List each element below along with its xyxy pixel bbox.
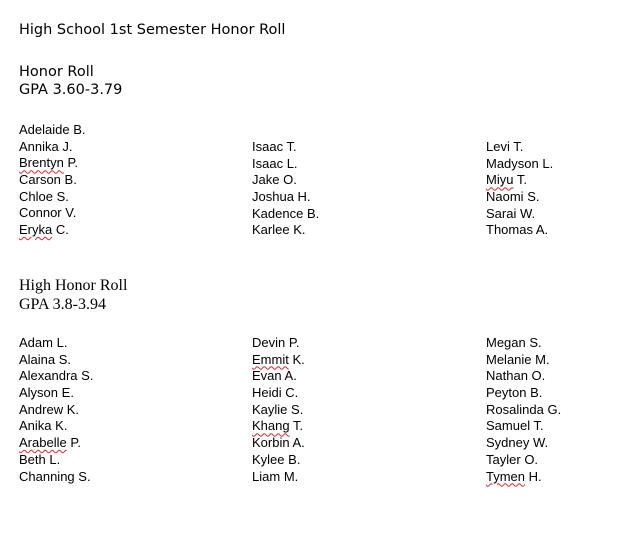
student-name [486,206,631,223]
high-honor-roll-heading: High Honor Roll [19,277,128,294]
student-name [252,418,452,435]
student-last-initial: O. [531,368,546,384]
student-last-initial: T. [516,172,527,188]
student-first-name: Isaac [252,139,284,154]
student-name [252,402,452,419]
student-name [252,206,452,223]
student-last-initial: W. [533,435,549,451]
student-name [486,452,631,469]
student-first-name: Tymen [486,468,526,484]
student-last-initial: G. [547,401,562,417]
student-name [19,435,219,452]
student-name [486,156,631,173]
student-first-name: Karlee [252,222,290,238]
student-name [19,418,219,435]
student-name [252,172,452,189]
student-first-name: Adam [19,335,53,350]
student-first-name: Anika [19,418,52,434]
student-last-initial: H. [528,468,542,484]
student-last-initial: B. [64,172,77,188]
student-first-name: Alaina [19,351,56,367]
student-first-name: Beth [19,451,46,467]
student-last-initial: S. [291,401,304,417]
student-name [486,418,631,435]
student-first-name: Korbin [252,435,290,451]
student-first-name: Melanie [486,351,532,367]
student-name [19,352,219,369]
student-name [486,435,631,452]
student-name [19,368,219,385]
student-name [486,469,631,486]
honor-roll-column-1 [19,122,219,239]
student-name [19,155,219,172]
student-last-initial: L. [56,335,68,350]
student-last-initial: K. [293,222,306,238]
student-last-initial: P. [288,335,300,350]
student-last-initial: W. [519,205,536,221]
student-last-initial: L. [49,451,61,467]
student-name [19,122,219,139]
student-first-name: Madyson [486,155,539,171]
student-name [19,402,219,419]
student-last-initial: K. [292,351,305,367]
student-first-name: Tayler [486,451,521,467]
student-first-name: Devin [252,335,286,350]
student-last-initial: B. [306,205,320,221]
student-first-name: Emmit [252,351,289,367]
student-first-name: Miyu [486,172,514,188]
student-last-initial: S. [56,188,69,204]
student-name [19,335,219,352]
student-last-initial: P. [70,435,81,451]
student-name [19,205,219,222]
honor-roll-column-2 [252,139,452,239]
student-first-name: Samuel [486,418,531,434]
student-first-name: Nathan [486,368,528,384]
student-first-name: Heidi [252,385,282,401]
student-name [19,189,219,206]
student-name [486,189,631,206]
student-last-initial: C. [285,385,299,401]
student-first-name: Sydney [486,435,530,451]
student-first-name: Alexandra [19,368,78,384]
student-last-initial: P. [67,155,79,171]
student-name [486,368,631,385]
student-name [252,385,452,402]
student-first-name: Kadence [252,205,304,221]
student-first-name: Liam [252,468,281,484]
student-name [252,156,452,173]
student-first-name: Jake [252,172,280,188]
student-name [486,352,631,369]
student-first-name: Thomas [486,222,533,238]
student-name [19,452,219,469]
student-last-initial: A. [292,435,305,451]
student-name [486,335,631,352]
student-name [486,402,631,419]
student-first-name: Andrew [19,401,64,417]
student-last-initial: S. [78,468,91,484]
student-last-initial: M. [283,468,299,484]
student-name [252,222,452,239]
student-name [19,172,219,189]
student-last-initial: T. [286,139,297,154]
student-first-name: Arabelle [19,435,67,451]
student-last-initial: B. [530,385,543,401]
student-first-name: Evan [252,368,282,384]
student-first-name: Megan [486,335,526,350]
student-last-initial: T. [292,418,304,434]
student-first-name: Alyson [19,385,59,401]
student-first-name: Carson [19,172,61,188]
student-name [486,139,631,156]
student-first-name: Eryka [19,222,53,238]
student-last-initial: O. [283,172,297,188]
student-last-initial: E. [61,385,74,401]
student-name [19,222,219,239]
student-last-initial: V. [65,205,77,221]
student-name [252,335,452,352]
student-first-name: Naomi [486,189,524,205]
student-first-name: Kaylie [252,401,288,417]
student-last-initial: J. [62,138,73,154]
student-first-name: Connor [19,205,62,221]
student-last-initial: K. [55,418,68,434]
student-name [252,452,452,469]
high-honor-roll-column-3 [486,335,631,485]
student-name [252,368,452,385]
student-first-name: Channing [19,468,75,484]
student-last-initial: S. [527,189,540,205]
student-name [19,385,219,402]
student-last-initial: S. [81,368,94,384]
student-first-name: Levi [486,139,510,154]
student-name [486,172,631,189]
student-last-initial: L. [286,155,298,171]
student-name [252,435,452,452]
student-first-name: Kylee [252,451,285,467]
student-first-name: Peyton [486,385,527,401]
student-last-initial: M. [535,351,550,367]
student-last-initial: T. [533,418,544,434]
student-name [252,469,452,486]
high-honor-roll-column-2 [252,335,452,485]
honor-roll-gpa-range: GPA 3.60-3.79 [19,82,123,98]
student-name [252,189,452,206]
student-last-initial: A. [535,222,549,238]
student-name [19,469,219,486]
student-last-initial: H. [297,189,311,205]
student-last-initial: O. [524,451,539,467]
student-first-name: Joshua [252,189,294,205]
high-honor-roll-column-1 [19,335,219,485]
student-first-name: Brentyn [19,155,64,171]
student-name [252,139,452,156]
student-first-name: Isaac [252,155,284,171]
honor-roll-heading: Honor Roll [19,64,94,80]
student-last-initial: B. [288,451,301,467]
student-name [252,352,452,369]
honor-roll-column-3 [486,139,631,239]
student-name [486,385,631,402]
student-first-name: Sarai [486,205,517,221]
student-last-initial: T. [513,139,524,154]
student-last-initial: S. [529,335,542,350]
student-last-initial: S. [58,351,72,367]
student-first-name: Rosalinda [486,401,544,417]
student-first-name: Chloe [19,188,53,204]
student-first-name: Annika [19,138,59,154]
student-name [19,139,219,156]
student-last-initial: B. [73,122,86,137]
student-last-initial: C. [55,222,69,238]
student-first-name: Adelaide [19,122,70,137]
high-honor-roll-gpa-range: GPA 3.8-3.94 [19,296,106,313]
student-last-initial: K. [66,401,79,417]
document-title: High School 1st Semester Honor Roll [19,22,286,38]
student-name [486,222,631,239]
student-last-initial: A. [284,368,297,384]
student-first-name: Khang [252,418,290,434]
student-last-initial: L. [542,155,554,171]
